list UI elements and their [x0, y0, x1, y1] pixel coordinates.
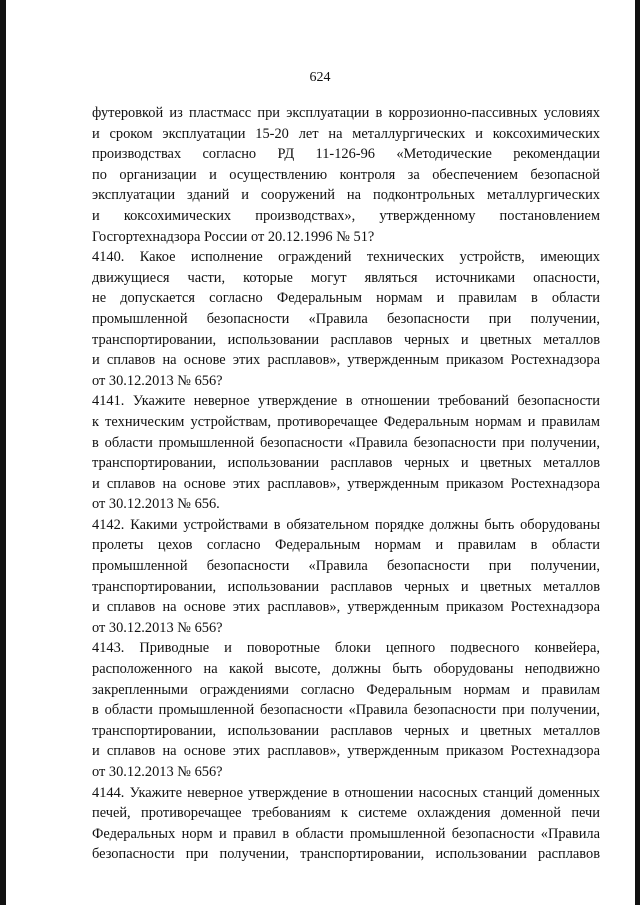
text-line: и сплавов на основе этих расплавов», утвержденным приказом Ростехнадзора [92, 599, 600, 616]
text-line: по организации и осуществлению контроля за обеспечением безопасной [92, 166, 600, 183]
text-line: 4144. Укажите неверное утверждение в отношении насосных станций доменных [92, 784, 600, 801]
text-line: движущиеся части, которые могут являться источниками опасности, [92, 269, 600, 286]
text-line: 4141. Укажите неверное утверждение в отношении требований безопасности [92, 393, 600, 410]
text-line: эксплуатации зданий и сооружений на подконтрольных металлургических [92, 187, 600, 204]
scan-edge-left [0, 0, 6, 905]
text-line: и сплавов на основе этих расплавов», утвержденным приказом Ростехнадзора [92, 743, 600, 760]
text-line: не допускается согласно Федеральным нормам и правилам в области [92, 290, 600, 307]
text-line: транспортировании, использовании расплавов черных и цветных металлов [92, 455, 600, 472]
text-line: 4143. Приводные и поворотные блоки цепного подвесного конвейера, [92, 640, 600, 657]
page-number: 624 [309, 70, 331, 85]
text-line: транспортировании, использовании расплавов черных и цветных металлов [92, 578, 600, 595]
text-line: промышленной безопасности «Правила безопасности при получении, [92, 558, 600, 575]
text-line: от 30.12.2013 № 656. [92, 496, 220, 513]
text-line: к техническим устройствам, противоречащее Федеральным нормам и правилам [92, 413, 600, 430]
text-line: Госгортехнадзора России от 20.12.1996 № 51? [92, 228, 375, 245]
text-line: транспортировании, использовании расплавов черных и цветных металлов [92, 722, 600, 739]
text-line: от 30.12.2013 № 656? [92, 764, 223, 780]
text-line: футеровкой из пластмасс при эксплуатации в коррозионно-пассивных условиях [92, 105, 600, 121]
text-line: в области промышленной безопасности «Правила безопасности при получении, [92, 702, 600, 719]
document-body [92, 103, 600, 865]
text-line: транспортировании, использовании расплавов черных и цветных металлов [92, 331, 600, 348]
text-line: в области промышленной безопасности «Правила безопасности при получении, [92, 434, 600, 451]
text-line: производствах согласно РД 11-126-96 «Методические рекомендации [92, 146, 600, 163]
text-line: пролеты цехов согласно Федеральным нормам и правилам в области [92, 537, 600, 554]
text-line: расположенного на какой высоте, должны быть оборудованы неподвижно [92, 661, 600, 678]
text-line: 4140. Какое исполнение ограждений технических устройств, имеющих [92, 249, 600, 266]
text-line: от 30.12.2013 № 656? [92, 372, 223, 389]
text-line: печей, противоречащее требованиям к системе охлаждения доменной печи [92, 805, 600, 822]
scan-edge-right [635, 0, 640, 905]
text-line: закрепленными ограждениями согласно Федеральным нормам и правилам [92, 681, 600, 698]
text-line: и коксохимических производствах», утвержденному постановлением [92, 207, 600, 224]
text-line: от 30.12.2013 № 656? [92, 619, 223, 636]
text-line: и сроком эксплуатации 15-20 лет на металлургических и коксохимических [92, 125, 600, 142]
text-line: 4142. Какими устройствами в обязательном порядке должны быть оборудованы [92, 516, 600, 533]
text-line: безопасности при получении, транспортировании, использовании расплавов [92, 846, 600, 863]
text-line: Федеральных норм и правил в области промышленной безопасности «Правила [92, 825, 600, 842]
text-line: и сплавов на основе этих расплавов», утвержденным приказом Ростехнадзора [92, 352, 600, 369]
text-line: и сплавов на основе этих расплавов», утвержденным приказом Ростехнадзора [92, 475, 600, 492]
text-line: промышленной безопасности «Правила безопасности при получении, [92, 310, 600, 327]
